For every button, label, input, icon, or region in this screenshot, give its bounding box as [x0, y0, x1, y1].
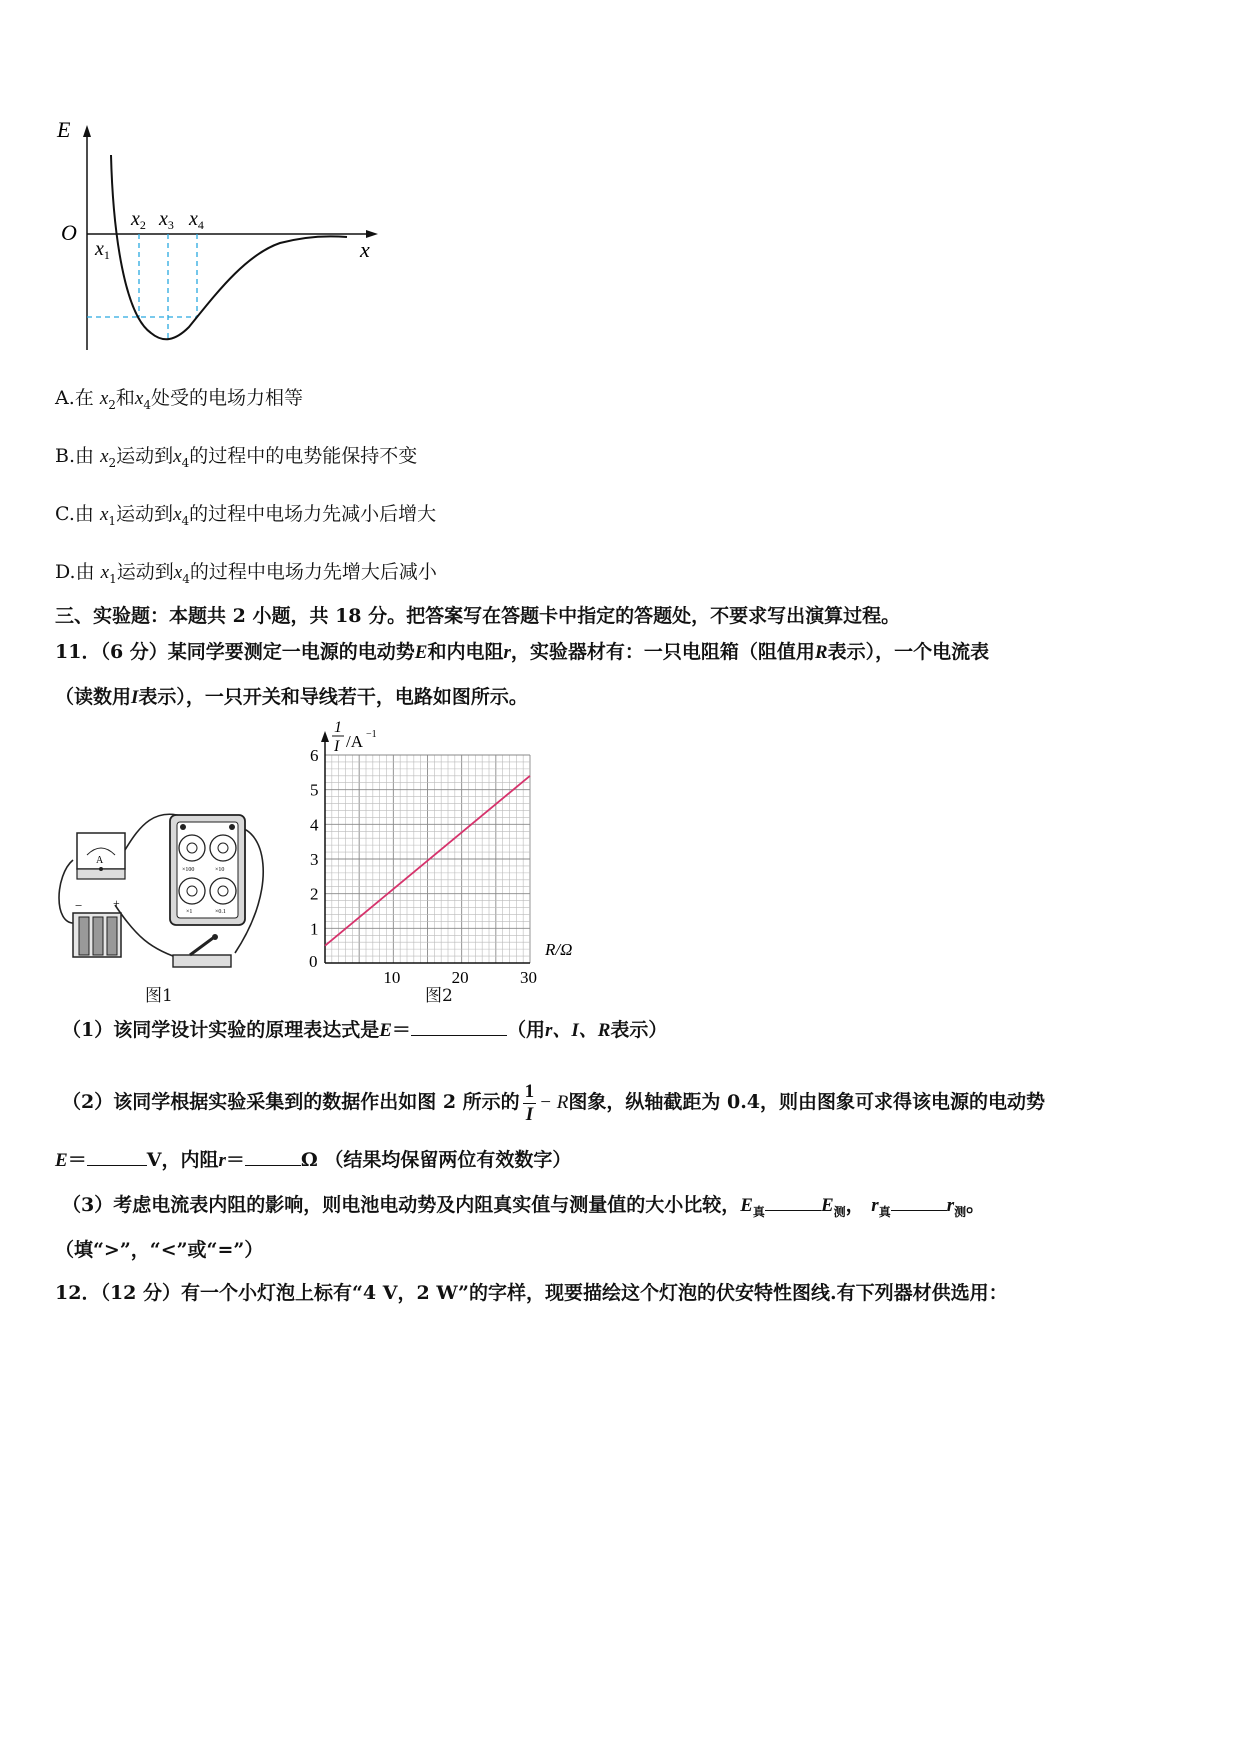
fig1-caption: 图1: [145, 986, 173, 1006]
x2-label: x: [131, 208, 140, 230]
resistance-box: [170, 815, 245, 925]
x4-label: x: [189, 208, 198, 230]
origin-label: O: [61, 220, 77, 245]
svg-text:×100: ×100: [182, 867, 195, 873]
y-tick-label: 4: [310, 815, 319, 835]
x-tick-label: 10: [383, 968, 401, 985]
answer-blank-1[interactable]: [411, 1017, 507, 1036]
fraction-1-over-I: $\frac{1}{I}$: [524, 1080, 535, 1125]
option-b: B.由 $x_2$运动到$x_4$的过程中的电势能保持不变: [55, 445, 418, 470]
svg-text:x2: $x_2$: [131, 208, 146, 232]
chart-1-over-I-vs-R: [300, 715, 600, 985]
svg-text:−: −: [75, 898, 83, 913]
x-tick-label: 30: [520, 968, 537, 985]
y-tick-label: 3: [310, 850, 319, 869]
q12-stem: 12．（12 分）有一个小灯泡上标有“4 V，2 W”的字样，现要描绘这个灯泡的伏安特性图线.有下列器材供选用：: [55, 1282, 1008, 1304]
x1-label: x: [95, 238, 104, 260]
y-tick-label: 6: [310, 746, 319, 765]
battery: [73, 896, 121, 957]
y-tick-label: 2: [310, 884, 319, 904]
option-d: D.由 $x_1$运动到$x_4$的过程中电场力先增大后减小: [55, 561, 437, 586]
ammeter: [77, 833, 125, 879]
svg-text:×0.1: ×0.1: [215, 909, 226, 915]
q11-stem-line1: 11．（6 分）某同学要测定一电源的电动势E和内电阻r，实验器材有：一只电阻箱（阻值用R表示），一个电流表: [55, 641, 990, 663]
x3-label: x: [159, 208, 168, 230]
ylabel-unit: /A: [346, 732, 363, 751]
y-tick-label: 1: [310, 919, 319, 939]
q11-part3-hint: （填“>”，“<”或“=”）: [55, 1239, 264, 1261]
q11-part2: （2）该同学根据实验采集到的数据作出如图 2 所示的 $\frac{1}{I}$ − R图象，纵轴截距为 0.4，则由图象可求得该电源的电动势: [62, 1080, 1046, 1125]
svg-text:+: +: [113, 896, 120, 910]
option-c: C.由 $x_1$运动到$x_4$的过程中电场力先减小后增大: [55, 503, 437, 528]
y-axis-arrow: [321, 731, 329, 742]
x-tick-label: 0: [309, 952, 318, 971]
ylabel-num: 1: [334, 719, 342, 736]
svg-text:×10: ×10: [215, 867, 225, 873]
q11-stem-line2: （读数用I表示），一只开关和导线若干，电路如图所示。: [55, 686, 528, 708]
ylabel-exp: −1: [366, 729, 377, 740]
xlabel: R/Ω: [545, 940, 573, 959]
svg-text:x4: $x_4$: [189, 208, 204, 232]
ylabel-den: I: [334, 738, 340, 755]
energy-graph: [55, 115, 395, 365]
axis-x-label: x: [360, 237, 370, 262]
y-tick-label: 5: [310, 780, 319, 800]
fig2-caption: 图2: [425, 986, 453, 1006]
svg-text:x3: $x_3$: [159, 208, 174, 232]
option-a: A.在 $x_2$和$x_4$处受的电场力相等: [55, 387, 304, 412]
axis-y-label: E: [57, 117, 71, 142]
answer-blank-emf[interactable]: [87, 1147, 147, 1166]
q11-part2-line2: E＝ V，内阻r＝ Ω （结果均保留两位有效数字）: [55, 1149, 572, 1171]
q11-part1: （1）该同学设计实验的原理表达式是E＝ （用r、I、R表示）: [62, 1019, 668, 1041]
answer-blank-r[interactable]: [245, 1147, 301, 1166]
x-tick-label: 20: [451, 968, 469, 985]
section-heading: 三、实验题：本题共 2 小题，共 18 分。把答案写在答题卡中指定的答题处，不要求写出演算过程。: [55, 605, 901, 627]
svg-text:A: A: [96, 855, 104, 866]
svg-text:x1: $x_1$: [95, 238, 110, 262]
answer-blank-r-compare[interactable]: [891, 1192, 947, 1211]
switch: [173, 934, 231, 967]
svg-text:×1: ×1: [186, 909, 193, 915]
circuit-figure: [55, 805, 285, 975]
answer-blank-E-compare[interactable]: [765, 1192, 821, 1211]
q11-part3: （3）考虑电流表内阻的影响，则电池电动势及内阻真实值与测量值的大小比较，$E_真$ $E_测$， $r_真$ $r_测$。: [62, 1194, 986, 1219]
